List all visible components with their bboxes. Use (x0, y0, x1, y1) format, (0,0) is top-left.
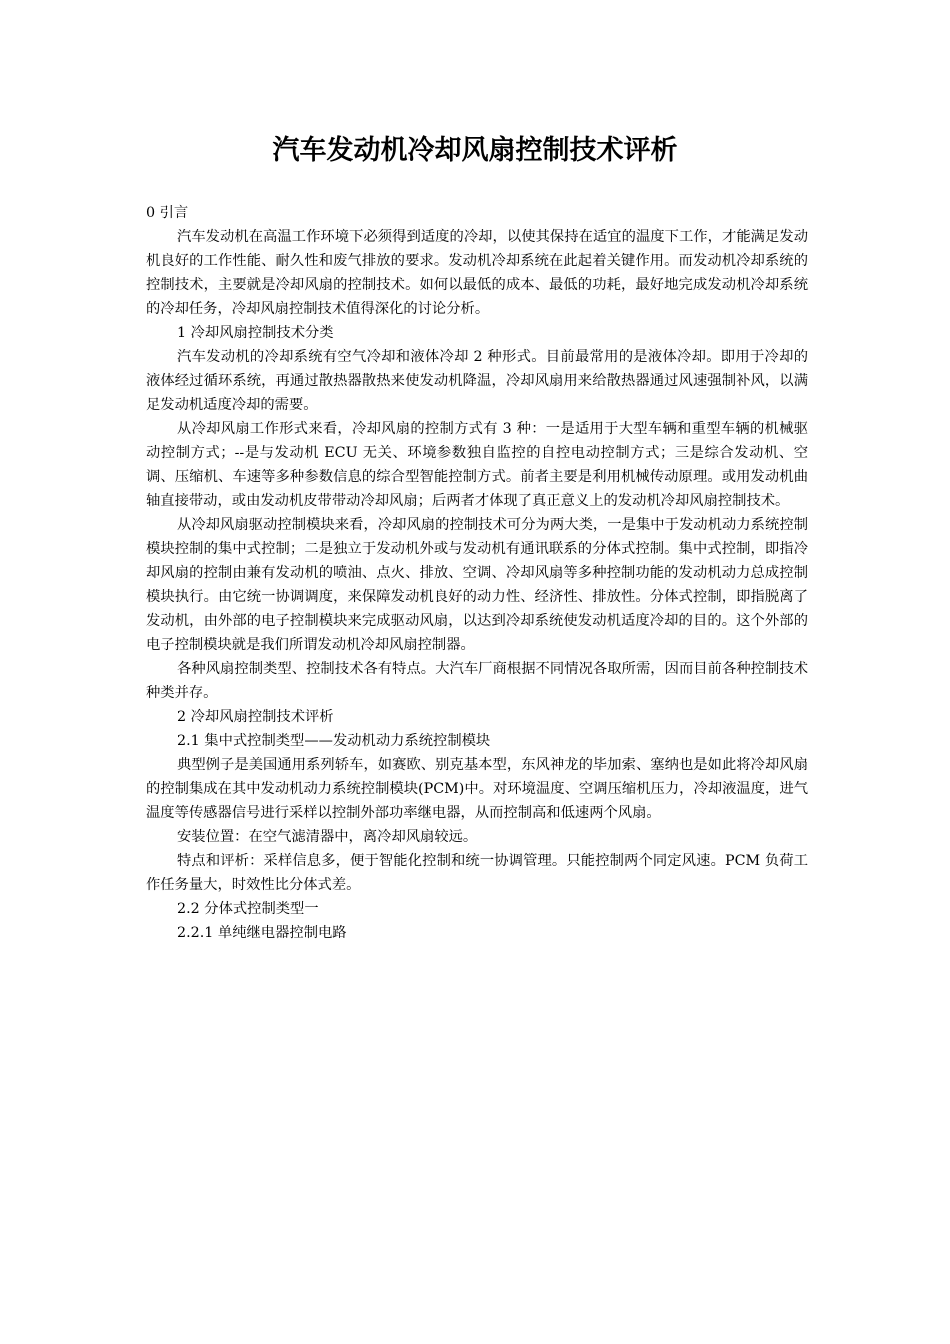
paragraph-coexistence: 各种风扇控制类型、控制技术各有特点。大汽车厂商根据不同情况各取所需，因而目前各种控制技术种类并存。 (146, 661, 808, 701)
subsection-heading-2-2-1: 2.2.1 单纯继电器控制电路 (177, 925, 347, 941)
section-heading-1: 1 冷却风扇控制技术分类 (177, 325, 334, 341)
paragraph-cooling-types: 汽车发动机的冷却系统有空气冷却和液体冷却 2 种形式。目前最常用的是液体冷却。即用于冷却的液体经过循环系统，再通过散热器散热来使发动机降温，冷却风扇用来给散热器通过风速强制补风，以满足发动机适度冷却的需要。 (146, 349, 808, 413)
paragraph-install-location: 安装位置：在空气滤清器中，离冷却风扇较远。 (177, 829, 478, 845)
subsection-heading-2-2: 2.2 分体式控制类型一 (177, 901, 319, 917)
document-title: 汽车发动机冷却风扇控制技术评析 (272, 135, 678, 166)
paragraph-pcm-example: 典型例子是美国通用系列轿车，如赛欧、别克基本型，东风神龙的毕加索、塞纳也是如此将冷却风扇的控制集成在其中发动机动力系统控制模块(PCM)中。对环境温度、空调压缩机压力，冷却液温度，进气温度等传感器信号进行采样以控制外部功率继电器，从而控制高和低速两个风扇。 (146, 757, 808, 821)
subsection-heading-2-1: 2.1 集中式控制类型——发动机动力系统控制模块 (177, 733, 491, 749)
paragraph-control-modules: 从冷却风扇驱动控制模块来看，冷却风扇的控制技术可分为两大类，一是集中于发动机动力系统控制模块控制的集中式控制；二是独立于发动机外或与发动机有通讯联系的分体式控制。集中式控制，即指冷却风扇的控制由兼有发动机的喷油、点火、排放、空调、冷却风扇等多种控制功能的发动机动力总成控制模块执行。由它统一协调调度，来保障发动机良好的动力性、经济性、排放性。分体式控制，即指脱离了发动机，由外部的电子控制模块来完成驱动风扇，以达到冷却系统使发动机适度冷却的目的。这个外部的电子控制模块就是我们所谓发动机冷却风扇控制器。 (146, 517, 808, 653)
section-heading-2: 2 冷却风扇控制技术评析 (177, 709, 334, 725)
paragraph-control-modes: 从冷却风扇工作形式来看，冷却风扇的控制方式有 3 种：一是适用于大型车辆和重型车辆的机械驱动控制方式；--是与发动机 ECU 无关、环境参数独自监控的自控电动控制方式；三是综合发动机、空调、压缩机、车速等多种参数信息的综合型智能控制方式。前者主要是利用机械传动原理。或用发动机曲轴直接带动，或由发动机皮带带动冷却风扇；后两者才体现了真正意义上的发动机冷却风扇控制技术。 (146, 421, 808, 509)
section-heading-intro: 0 引言 (146, 205, 189, 221)
document-body (146, 201, 808, 945)
paragraph-intro: 汽车发动机在高温工作环境下必须得到适度的冷却，以使其保持在适宜的温度下工作，才能满足发动机良好的工作性能、耐久性和废气排放的要求。发动机冷却系统在此起着关键作用。而发动机冷却系统的控制技术，主要就是冷却风扇的控制技术。如何以最低的成本、最低的功耗，最好地完成发动机冷却系统的冷却任务，冷却风扇控制技术值得深化的讨论分析。 (146, 229, 808, 317)
paragraph-evaluation: 特点和评析：采样信息多，便于智能化控制和统一协调管理。只能控制两个同定风速。PCM 负荷工作任务量大，时效性比分体式差。 (146, 853, 808, 893)
